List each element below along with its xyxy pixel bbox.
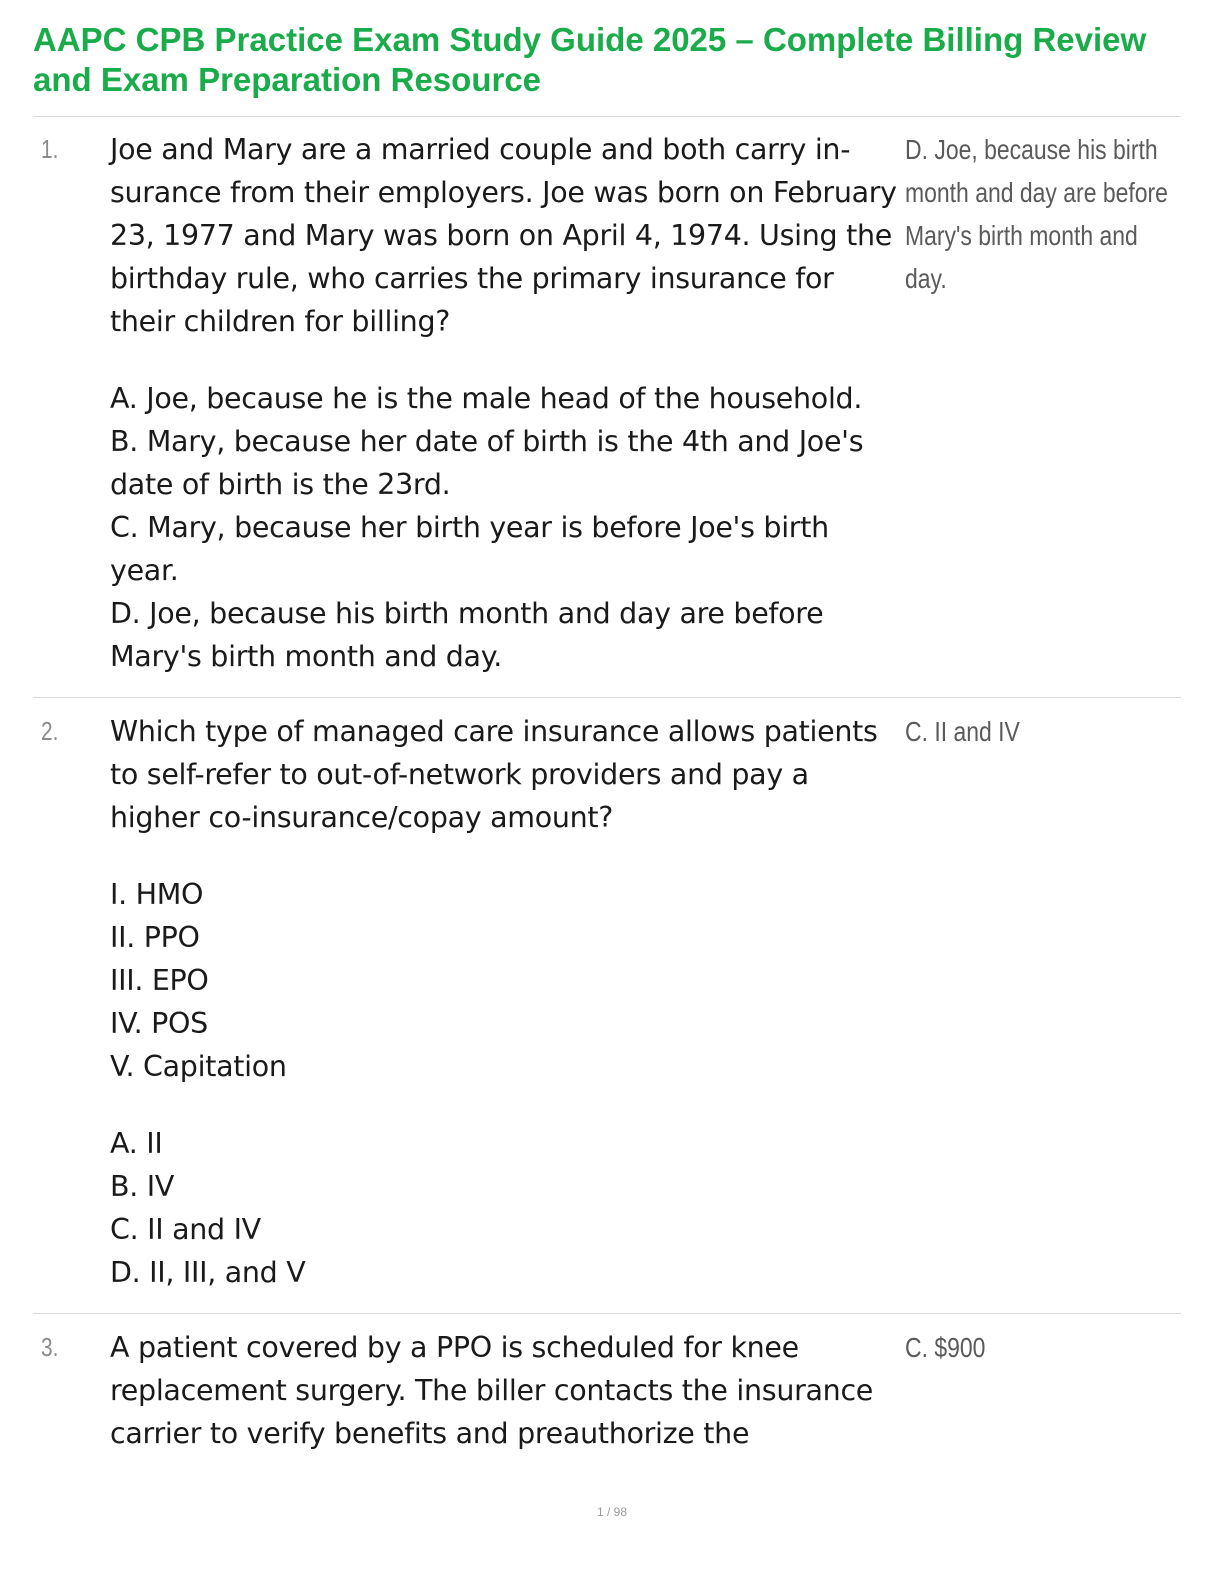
question-number: 1. bbox=[41, 134, 59, 164]
option-b: B. IV bbox=[110, 1170, 175, 1203]
option-v: V. Capitation bbox=[110, 1050, 287, 1083]
option-group bbox=[110, 1122, 900, 1294]
question-number: 2. bbox=[41, 716, 59, 746]
option-d: D. Joe, because his birth month and day are before Mary's birth month and day. bbox=[110, 597, 824, 673]
question-number: 3. bbox=[41, 1332, 59, 1362]
question-text: Joe and Mary are a married couple and both carry insurance from their employers. Joe was born on February 23, 1977 and Mary was born on April 4, 1974. Using the birthday rule, who carries the primary insurance for their children for billing? bbox=[110, 133, 897, 338]
option-iii: III. EPO bbox=[110, 964, 209, 997]
option-group bbox=[110, 377, 900, 678]
option-ii: II. PPO bbox=[110, 921, 200, 954]
option-i: I. HMO bbox=[110, 878, 204, 911]
answer-text: C. II and IV bbox=[905, 716, 1020, 747]
question-text: A patient covered by a PPO is scheduled for knee replacement surgery. The biller contacts the insurance carrier to verify benefits and preauthorize the bbox=[110, 1331, 874, 1450]
divider bbox=[33, 116, 1181, 117]
option-a: A. Joe, because he is the male head of the household. bbox=[110, 382, 863, 415]
answer-text: C. $900 bbox=[905, 1332, 986, 1363]
answer-text: D. Joe, because his birth month and day are before Mary's birth month and day. bbox=[905, 134, 1168, 294]
roman-option-group bbox=[110, 873, 900, 1088]
page-indicator: 1 / 98 bbox=[596, 1505, 628, 1519]
question-body bbox=[110, 710, 900, 1294]
option-b: B. Mary, because her date of birth is the 4th and Joe's date of birth is the 23rd. bbox=[110, 425, 864, 501]
option-c: C. Mary, because her birth year is before Joe's birth year. bbox=[110, 511, 829, 587]
option-d: D. II, III, and V bbox=[110, 1256, 306, 1289]
question-text: Which type of managed care insurance allows patients to self-refer to out-of-network providers and pay a higher co-insurance/copay amount? bbox=[110, 715, 878, 834]
option-iv: IV. POS bbox=[110, 1007, 208, 1040]
document-title: AAPC CPB Practice Exam Study Guide 2025 – Complete Billing Review and Exam Preparation Resource bbox=[33, 21, 1147, 98]
option-a: A. II bbox=[110, 1127, 163, 1160]
question-body bbox=[110, 128, 900, 678]
option-c: C. II and IV bbox=[110, 1213, 261, 1246]
question-body bbox=[110, 1326, 900, 1455]
divider bbox=[33, 697, 1181, 698]
divider bbox=[33, 1313, 1181, 1314]
